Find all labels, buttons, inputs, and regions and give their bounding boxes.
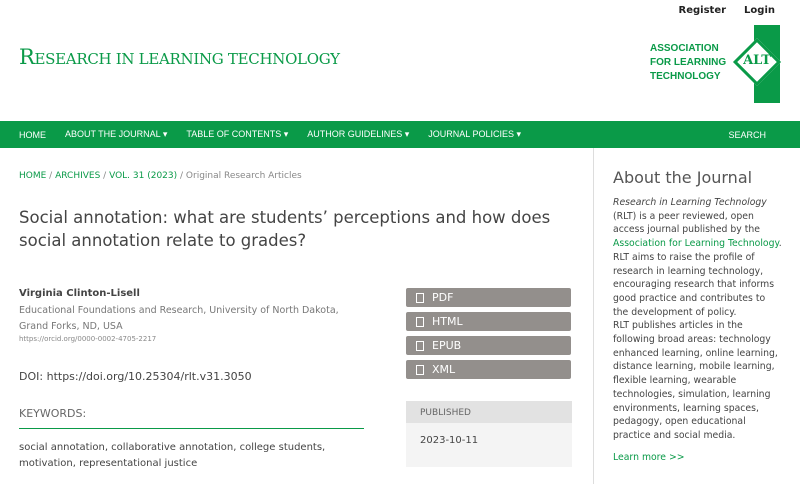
author-name: Virginia Clinton-Lisell: [19, 288, 140, 299]
crumb-archives[interactable]: ARCHIVES: [55, 171, 101, 181]
breadcrumb: HOME / ARCHIVES / VOL. 31 (2023) / Original Research Articles: [19, 171, 302, 181]
published-date: 2023-10-11: [420, 435, 479, 446]
main-nav: [0, 121, 800, 148]
keywords: social annotation, collaborative annotation, college students, motivation, representational justice: [19, 442, 326, 469]
crumb-section: Original Research Articles: [185, 171, 302, 181]
sidebar-about: Research in Learning Technology (RLT) is a peer reviewed, open access journal published by the Association for Learning Technology. RLT aims to raise the profile of research in learning technology, encouraging research that informs good practice and contributes to the development of policy. RLT publishes articles in the following broad areas: technology enhanced learning, online learning, distance learning, mobile learning, flexible learning, wearable technologies, simulation, learning environments, learning spaces, pedagogy, open educational practice and social media. Learn more >>: [613, 197, 782, 463]
alt-link[interactable]: Association for Learning Technology: [613, 238, 779, 250]
doi: DOI: https://doi.org/10.25304/rlt.v31.3050: [19, 370, 252, 383]
title-rest: ESEARCH IN LEARNING TECHNOLOGY: [34, 50, 340, 68]
learn-more-link[interactable]: Learn more >>: [613, 451, 685, 463]
file-icon: [416, 365, 424, 375]
register-link[interactable]: Register: [678, 5, 727, 16]
pdf-file-icon: [416, 293, 424, 303]
epub-button[interactable]: EPUB: [406, 336, 571, 355]
nav-toc[interactable]: TABLE OF CONTENTS ▾: [186, 129, 289, 139]
top-links: [661, 5, 775, 16]
journal-title[interactable]: [19, 45, 340, 69]
article-title: Social annotation: what are students’ perceptions and how does social annotation relate to grades?: [19, 208, 551, 250]
published-label: PUBLISHED: [406, 401, 572, 423]
orcid-link[interactable]: https://orcid.org/0000-0002-4705-2217: [19, 335, 157, 343]
nav-home[interactable]: HOME: [19, 129, 46, 140]
file-icon: [416, 341, 424, 351]
alt-logo[interactable]: [650, 25, 780, 103]
html-button[interactable]: HTML: [406, 312, 571, 331]
keywords-label: KEYWORDS:: [19, 407, 364, 429]
file-icon: [416, 317, 424, 327]
crumb-home[interactable]: HOME: [19, 171, 47, 181]
logo-abbr: ALT: [743, 53, 771, 68]
nav-about[interactable]: ABOUT THE JOURNAL ▾: [65, 129, 168, 139]
published-box: [406, 401, 572, 467]
nav-policies[interactable]: JOURNAL POLICIES ▾: [428, 129, 522, 139]
logo-text: ASSOCIATION FOR LEARNING TECHNOLOGY: [650, 43, 727, 82]
sidebar-title: About the Journal: [613, 168, 753, 187]
title-initial: R: [19, 45, 35, 69]
sidebar: [593, 148, 800, 484]
doi-link[interactable]: https://doi.org/10.25304/rlt.v31.3050: [46, 370, 252, 383]
nav-search[interactable]: SEARCH: [728, 129, 766, 140]
crumb-volume[interactable]: VOL. 31 (2023): [109, 171, 178, 181]
author-affiliation: Educational Foundations and Research, University of North Dakota, Grand Forks, ND, USA: [19, 305, 339, 332]
xml-button[interactable]: XML: [406, 360, 571, 379]
login-link[interactable]: Login: [744, 5, 775, 16]
pdf-button[interactable]: PDF: [406, 288, 571, 307]
nav-guidelines[interactable]: AUTHOR GUIDELINES ▾: [307, 129, 410, 139]
